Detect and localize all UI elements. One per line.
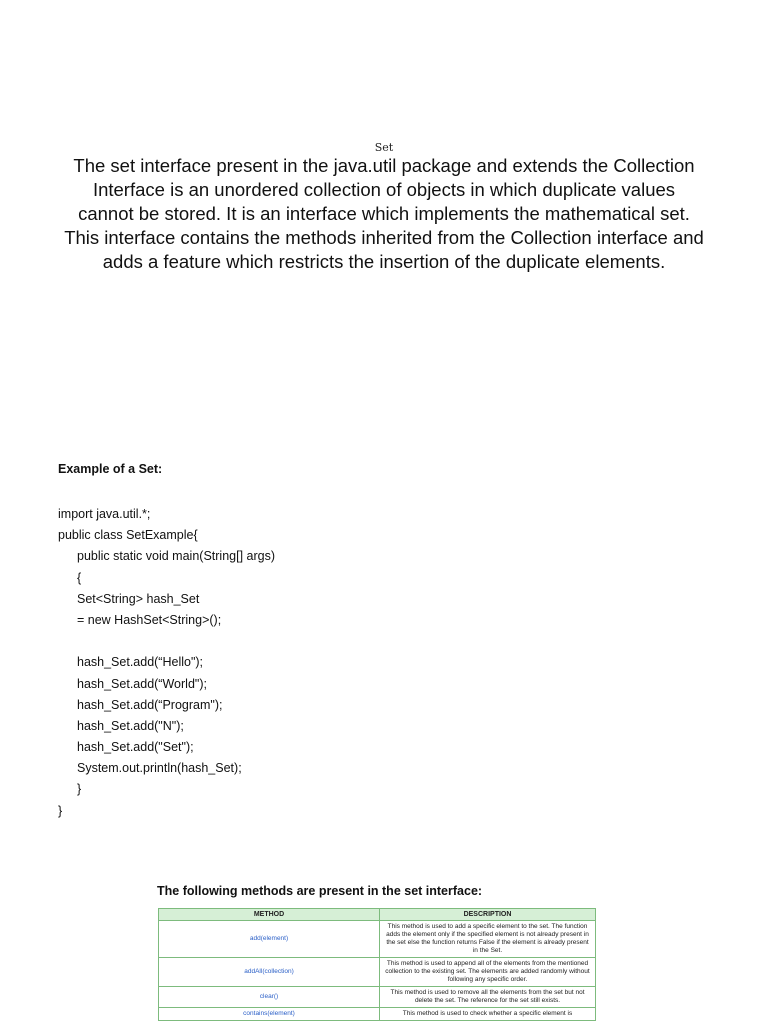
code-line (58, 631, 275, 652)
code-line: hash_Set.add("Set"); (77, 740, 194, 755)
method-description: This method is used to append all of the elements from the mentioned collection to the existing set. The elements are added randomly without following any specific order. (380, 958, 596, 987)
method-name-link[interactable]: addAll(collection) (159, 958, 380, 987)
code-line: import java.util.*; (58, 507, 151, 521)
code-line: hash_Set.add(“Program"); (77, 697, 223, 712)
example-title: Example of a Set: (58, 462, 163, 476)
method-name-link[interactable]: clear() (159, 987, 380, 1008)
code-line: System.out.println(hash_Set); (77, 761, 242, 776)
method-description: This method is used to add a specific element to the set. The function adds the element only if the specified element is not already present in the set else the function returns False if the element is already present in the Set. (380, 921, 596, 958)
table-row (159, 921, 596, 958)
table-row (159, 958, 596, 987)
method-description: This method is used to remove all the elements from the set but not delete the set. The reference for the set still exists. (380, 987, 596, 1008)
code-line: hash_Set.add("N"); (77, 718, 184, 733)
method-name-link[interactable]: add(element) (159, 921, 380, 958)
page-heading: Set (374, 141, 394, 154)
method-name-link[interactable]: contains(element) (159, 1008, 380, 1021)
method-description: This method is used to check whether a specific element is (380, 1008, 596, 1021)
methods-table-header-row (159, 909, 596, 921)
code-line: public static void main(String[] args) (77, 549, 275, 564)
code-line: public class SetExample{ (58, 528, 198, 543)
description-column-header: DESCRIPTION (380, 909, 596, 921)
code-block (58, 504, 275, 822)
code-line: } (77, 782, 82, 797)
methods-table-body (159, 921, 596, 1021)
intro-paragraph: The set interface present in the java.util package and extends the Collection Interface is an unordered collection of objects in which duplicate values cannot be stored. It is an interface which implements the mathematical set. This interface contains the methods inherited from the Collection interface and adds a feature which restricts the insertion of the duplicate elements. (64, 155, 704, 272)
code-line: } (58, 803, 63, 818)
methods-table (158, 908, 596, 1021)
code-line: hash_Set.add(“Hello"); (77, 655, 204, 670)
method-column-header: METHOD (159, 909, 380, 921)
code-line: hash_Set.add(“World"); (77, 676, 207, 691)
code-line: { (77, 570, 82, 585)
table-row (159, 987, 596, 1008)
table-row (159, 1008, 596, 1021)
code-line: Set<String> hash_Set (77, 591, 200, 606)
code-line: = new HashSet<String>(); (77, 612, 222, 627)
methods-title: The following methods are present in the set interface: (157, 884, 483, 898)
